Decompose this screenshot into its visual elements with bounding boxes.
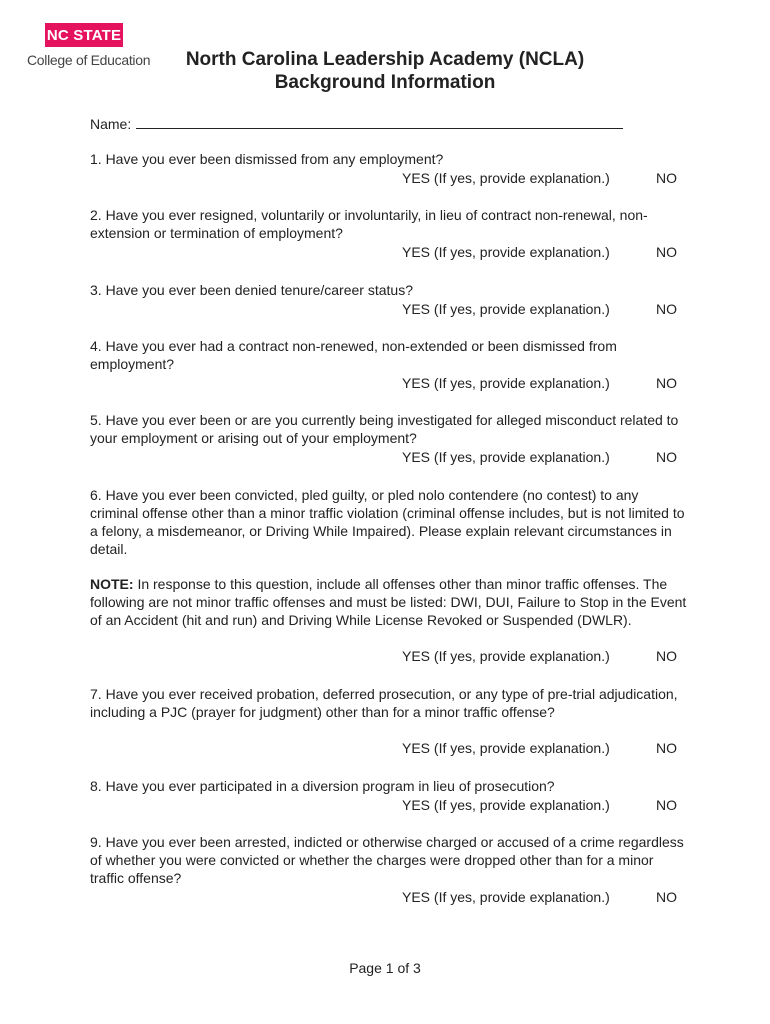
question-4 — [90, 337, 690, 373]
yes-option[interactable]: YES (If yes, provide explanation.) — [402, 449, 610, 465]
note-label: NOTE: — [90, 576, 134, 592]
question-text: 5. Have you ever been or are you currently being investigated for alleged misconduct related to your employment or arising out of your employment? — [90, 412, 679, 446]
question-text: 7. Have you ever received probation, deferred prosecution, or any type of pre-trial adjudication, including a PJC (prayer for judgment) other than for a minor traffic offense? — [90, 686, 678, 720]
answer-row-4 — [0, 375, 680, 393]
page-number: Page 1 of 3 — [349, 960, 421, 976]
question-6-note — [90, 575, 690, 629]
question-7 — [90, 685, 690, 721]
answer-row-5 — [0, 449, 680, 467]
no-option[interactable]: NO — [656, 449, 677, 465]
answer-row-9 — [0, 889, 680, 907]
question-text: 1. Have you ever been dismissed from any employment? — [90, 151, 444, 167]
question-2 — [90, 206, 690, 242]
no-option[interactable]: NO — [656, 889, 677, 905]
question-text: 3. Have you ever been denied tenure/career status? — [90, 282, 413, 298]
yes-option[interactable]: YES (If yes, provide explanation.) — [402, 740, 610, 756]
answer-row-1 — [0, 170, 680, 188]
name-label: Name: — [90, 116, 132, 132]
no-option[interactable]: NO — [656, 648, 677, 664]
college-name: College of Education — [27, 52, 151, 68]
answer-row-3 — [0, 301, 680, 319]
no-option[interactable]: NO — [656, 244, 677, 260]
question-3 — [90, 281, 690, 299]
document-title: North Carolina Leadership Academy (NCLA) — [185, 49, 585, 70]
note-text: In response to this question, include all offenses other than minor traffic offenses. The following are not minor traffic offenses and must be listed: DWI, DUI, Failure to Stop in the Event of an Accident (hit and run) and Driving While License Revoked or Suspended (DWLR). — [90, 576, 687, 628]
no-option[interactable]: NO — [656, 797, 677, 813]
question-9 — [90, 833, 690, 887]
no-option[interactable]: NO — [656, 375, 677, 391]
answer-row-8 — [0, 797, 680, 815]
question-1 — [90, 150, 690, 168]
yes-option[interactable]: YES (If yes, provide explanation.) — [402, 170, 610, 186]
nc-state-logo — [45, 23, 123, 47]
logo-text: NC STATE — [46, 26, 122, 44]
question-5 — [90, 411, 690, 447]
question-6 — [90, 486, 690, 558]
yes-option[interactable]: YES (If yes, provide explanation.) — [402, 375, 610, 391]
no-option[interactable]: NO — [656, 301, 677, 317]
yes-option[interactable]: YES (If yes, provide explanation.) — [402, 301, 610, 317]
answer-row-7 — [0, 740, 680, 758]
question-8 — [90, 777, 690, 795]
yes-option[interactable]: YES (If yes, provide explanation.) — [402, 648, 610, 664]
question-text: 6. Have you ever been convicted, pled guilty, or pled nolo contendere (no contest) to any criminal offense other than a minor traffic violation (criminal offense includes, but is not limited to a felony, a misdemeanor, or Driving While Impaired). Please explain relevant circumstances in detail. — [90, 487, 685, 557]
name-field[interactable] — [90, 114, 623, 132]
question-text: 8. Have you ever participated in a diversion program in lieu of prosecution? — [90, 778, 555, 794]
yes-option[interactable]: YES (If yes, provide explanation.) — [402, 797, 610, 813]
question-text: 2. Have you ever resigned, voluntarily or involuntarily, in lieu of contract non-renewal, non-extension or termination of employment? — [90, 207, 648, 241]
name-input-line[interactable] — [136, 114, 623, 129]
yes-option[interactable]: YES (If yes, provide explanation.) — [402, 889, 610, 905]
yes-option[interactable]: YES (If yes, provide explanation.) — [402, 244, 610, 260]
no-option[interactable]: NO — [656, 170, 677, 186]
no-option[interactable]: NO — [656, 740, 677, 756]
answer-row-2 — [0, 244, 680, 262]
question-text: 4. Have you ever had a contract non-renewed, non-extended or been dismissed from employment? — [90, 338, 617, 372]
document-subtitle: Background Information — [274, 72, 496, 93]
answer-row-6 — [0, 648, 680, 666]
question-text: 9. Have you ever been arrested, indicted or otherwise charged or accused of a crime regardless of whether you were convicted or whether the charges were dropped other than for a minor traffic offense? — [90, 834, 684, 886]
